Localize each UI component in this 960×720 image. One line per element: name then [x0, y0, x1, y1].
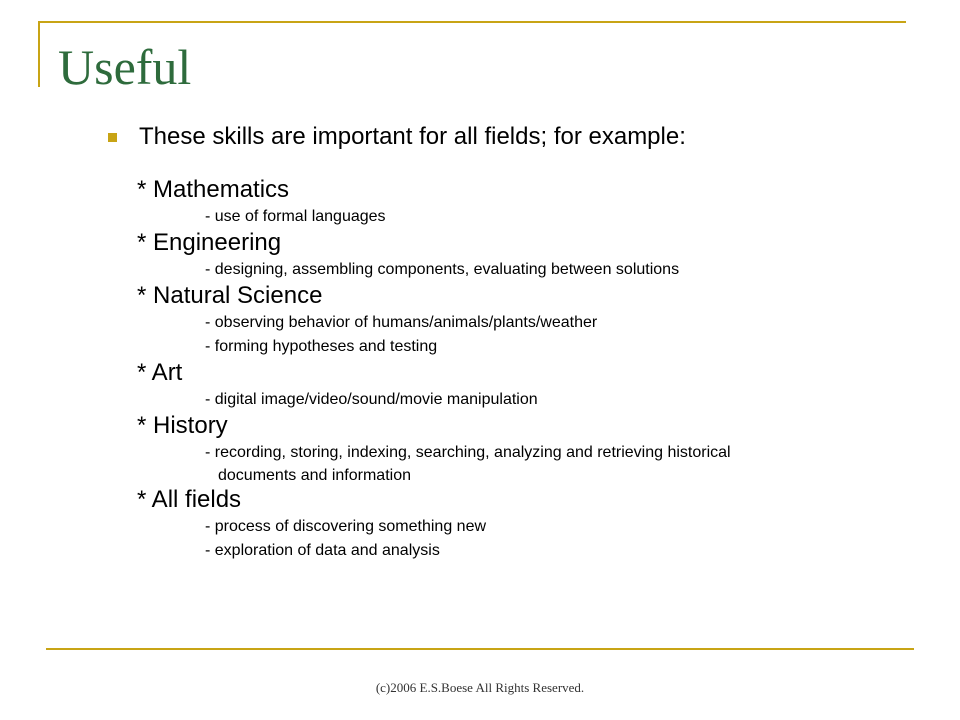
field-detail: - observing behavior of humans/animals/plants/weather [205, 314, 598, 331]
field-detail: - forming hypotheses and testing [205, 338, 438, 355]
field-detail: - recording, storing, indexing, searching, analyzing and retrieving historical [205, 444, 731, 461]
field-detail: - use of formal languages [205, 208, 386, 225]
fields-list [137, 176, 927, 563]
bullet-text: These skills are important for all fields; for example: [139, 123, 686, 150]
field-heading: * Mathematics [137, 176, 290, 203]
field-heading: * All fields [137, 486, 242, 513]
field-all-fields [137, 486, 927, 563]
field-heading: * Engineering [137, 229, 282, 256]
frame-top-line [38, 21, 906, 23]
field-detail: - process of discovering something new [205, 518, 487, 535]
square-bullet-icon [108, 133, 117, 142]
copyright-footer: (c)2006 E.S.Boese All Rights Reserved. [375, 680, 585, 695]
field-detail: - exploration of data and analysis [205, 542, 440, 559]
bullet-item [108, 122, 686, 152]
field-detail: - designing, assembling components, evaluating between solutions [205, 261, 680, 278]
frame-left-line [38, 21, 40, 87]
frame-bottom-line [46, 648, 914, 650]
field-engineering [137, 229, 927, 282]
field-heading: * Art [137, 359, 183, 386]
field-detail-continuation: documents and information [218, 467, 411, 484]
slide-title: Useful [58, 39, 192, 95]
field-history [137, 412, 927, 486]
field-mathematics [137, 176, 927, 229]
field-art [137, 359, 927, 412]
field-heading: * History [137, 412, 228, 439]
field-heading: * Natural Science [137, 282, 323, 309]
field-natural-science [137, 282, 927, 359]
field-detail: - digital image/video/sound/movie manipulation [205, 391, 538, 408]
